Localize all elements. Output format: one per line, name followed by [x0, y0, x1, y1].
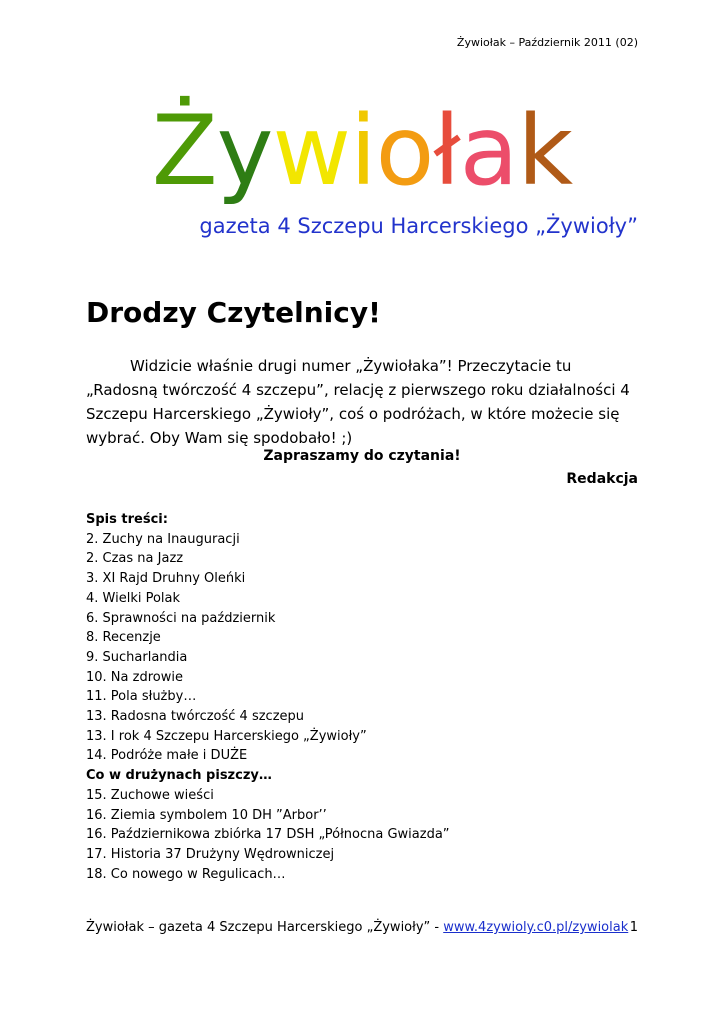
toc-title: Spis treści: — [86, 512, 168, 527]
issue-note: Żywiołak – Październik 2011 (02) — [456, 36, 638, 49]
article-heading: Drodzy Czytelnicy! — [86, 296, 381, 329]
toc-item: 14. Podróże małe i DUŻE — [86, 748, 248, 764]
masthead-letter: ł — [433, 95, 460, 207]
toc-item: 15. Zuchowe wieści — [86, 787, 214, 803]
article-signoff: Redakcja — [566, 471, 638, 487]
masthead-letter: o — [375, 95, 434, 207]
toc-item: 13. I rok 4 Szczepu Harcerskiego „Żywioły” — [86, 728, 367, 744]
toc-item: 6. Sprawności na październik — [86, 610, 276, 626]
article-invite: Zapraszamy do czytania! — [263, 448, 461, 464]
page-number: 1 — [629, 920, 638, 935]
toc-item: 2. Zuchy na Inauguracji — [86, 531, 240, 547]
toc-item: 8. Recenzje — [86, 630, 161, 646]
article-intro: Widzicie właśnie drugi numer „Żywiołaka”! Przeczytacie tu „Radosną twórczość 4 szczepu”, relację z pierwszego roku działalności 4 Szczepu Harcerskiego „Żywioły”, coś o podróżach, w które możecie się wybrać. Oby Wam się spodobało! ;) — [86, 357, 630, 447]
masthead-subtitle: gazeta 4 Szczepu Harcerskiego „Żywioły” — [199, 214, 638, 238]
masthead-letter: w — [272, 95, 350, 207]
toc-item: 16. Ziemia symbolem 10 DH ”Arbor’’ — [86, 807, 327, 823]
page-footer — [86, 920, 638, 935]
toc-section-title: Co w drużynach piszczy… — [86, 768, 272, 784]
masthead-letter: i — [349, 95, 376, 207]
toc-item: 16. Październikowa zbiórka 17 DSH „Północna Gwiazda” — [86, 827, 450, 843]
toc-item: 9. Sucharlandia — [86, 649, 188, 665]
toc-item: 18. Co nowego w Regulicach… — [86, 866, 286, 882]
toc-item: 3. XI Rajd Druhny Oleńki — [86, 571, 246, 587]
toc-item: 11. Pola służby… — [86, 689, 197, 705]
masthead-title — [0, 96, 724, 206]
masthead-letter: a — [459, 95, 518, 207]
footer-link[interactable]: www.4zywioly.c0.pl/zywiolak — [443, 920, 629, 935]
toc-item: 4. Wielki Polak — [86, 590, 181, 606]
table-of-contents — [86, 510, 646, 884]
toc-item: 17. Historia 37 Drużyny Wędrowniczej — [86, 846, 335, 862]
toc-item: 2. Czas na Jazz — [86, 551, 184, 567]
masthead-letter: k — [517, 95, 573, 207]
toc-item: 10. Na zdrowie — [86, 669, 183, 685]
masthead-letter: Ż — [151, 95, 217, 207]
masthead-letter: y — [216, 95, 273, 207]
toc-item: 13. Radosna twórczość 4 szczepu — [86, 709, 305, 725]
footer-text: Żywiołak – gazeta 4 Szczepu Harcerskiego „Żywioły” - — [86, 920, 444, 935]
